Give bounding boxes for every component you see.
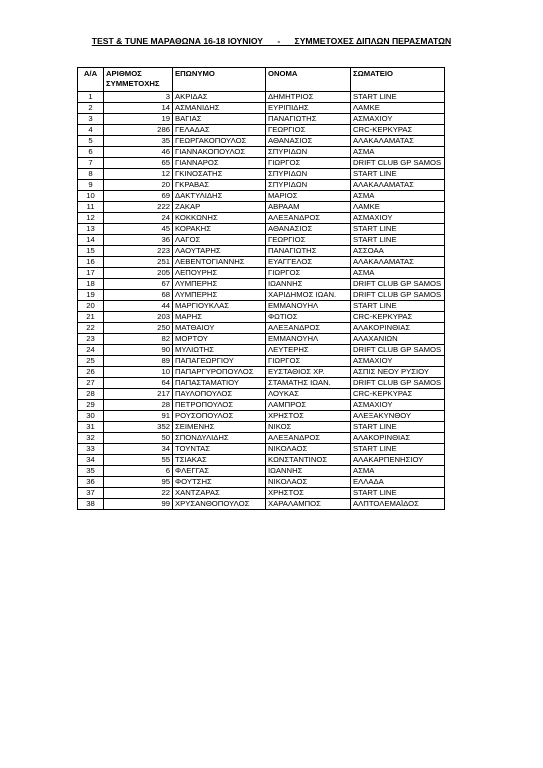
- cell-club: START LINE: [351, 301, 445, 312]
- cell-entry-number: 34: [104, 444, 173, 455]
- table-row: [78, 466, 445, 477]
- table-row: [78, 268, 445, 279]
- cell-first-name: ΧΑΡΑΛΑΜΠΟΣ: [266, 499, 351, 510]
- cell-entry-number: 286: [104, 125, 173, 136]
- cell-surname: ΛΥΜΠΕΡΗΣ: [173, 279, 266, 290]
- cell-first-name: ΛΕΥΤΕΡΗΣ: [266, 345, 351, 356]
- cell-first-name: ΔΗΜΗΤΡΙΟΣ: [266, 92, 351, 103]
- cell-club: ΑΣΜΑ: [351, 466, 445, 477]
- cell-index: 22: [78, 323, 104, 334]
- cell-club: ΛΑΜΚΕ: [351, 202, 445, 213]
- cell-first-name: ΣΠΥΡΙΔΩΝ: [266, 180, 351, 191]
- table-row: [78, 169, 445, 180]
- table-row: [78, 114, 445, 125]
- table-row: [78, 433, 445, 444]
- cell-index: 36: [78, 477, 104, 488]
- table-row: [78, 290, 445, 301]
- cell-entry-number: 64: [104, 378, 173, 389]
- cell-surname: ΤΟΥΝΤΑΣ: [173, 444, 266, 455]
- table-row: [78, 488, 445, 499]
- cell-first-name: ΧΡΗΣΤΟΣ: [266, 411, 351, 422]
- cell-surname: ΛΕΠΟΥΡΗΣ: [173, 268, 266, 279]
- cell-entry-number: 24: [104, 213, 173, 224]
- cell-surname: ΒΑΓΙΑΣ: [173, 114, 266, 125]
- cell-index: 18: [78, 279, 104, 290]
- cell-club: ΑΣΜΑΧΙΟΥ: [351, 114, 445, 125]
- cell-first-name: ΑΘΑΝΑΣΙΟΣ: [266, 224, 351, 235]
- cell-entry-number: 3: [104, 92, 173, 103]
- cell-surname: ΠΕΤΡΟΠΟΥΛΟΣ: [173, 400, 266, 411]
- cell-club: ΑΛΕΞΑΚΥΝΘΟΥ: [351, 411, 445, 422]
- cell-club: ΛΑΜΚΕ: [351, 103, 445, 114]
- cell-index: 2: [78, 103, 104, 114]
- cell-surname: ΓΙΑΝΝΑΡΟΣ: [173, 158, 266, 169]
- cell-first-name: ΝΙΚΟΛΑΟΣ: [266, 477, 351, 488]
- cell-club: START LINE: [351, 422, 445, 433]
- cell-entry-number: 68: [104, 290, 173, 301]
- table-row: [78, 213, 445, 224]
- cell-club: ΑΣΜΑΧΙΟΥ: [351, 213, 445, 224]
- cell-surname: ΜΑΡΗΣ: [173, 312, 266, 323]
- cell-surname: ΧΑΝΤΖΑΡΑΣ: [173, 488, 266, 499]
- cell-surname: ΓΙΑΝΝΑΚΟΠΟΥΛΟΣ: [173, 147, 266, 158]
- cell-index: 5: [78, 136, 104, 147]
- cell-first-name: ΕΥΡΙΠΙΔΗΣ: [266, 103, 351, 114]
- cell-entry-number: 203: [104, 312, 173, 323]
- cell-surname: ΓΕΩΡΓΑΚΟΠΟΥΛΟΣ: [173, 136, 266, 147]
- table-row: [78, 202, 445, 213]
- cell-index: 3: [78, 114, 104, 125]
- header-surname: ΕΠΩΝΥΜΟ: [173, 68, 266, 92]
- cell-surname: ΚΟΚΚΩΝΗΣ: [173, 213, 266, 224]
- cell-index: 30: [78, 411, 104, 422]
- table-row: [78, 279, 445, 290]
- cell-entry-number: 46: [104, 147, 173, 158]
- cell-surname: ΜΟΡΤΟΥ: [173, 334, 266, 345]
- cell-index: 10: [78, 191, 104, 202]
- table-row: [78, 422, 445, 433]
- cell-entry-number: 91: [104, 411, 173, 422]
- cell-club: ΑΣΜΑΧΙΟΥ: [351, 400, 445, 411]
- cell-surname: ΜΑΤΘΑΙΟΥ: [173, 323, 266, 334]
- table-row: [78, 301, 445, 312]
- cell-first-name: ΑΒΡΑΑΜ: [266, 202, 351, 213]
- cell-surname: ΛΑΟΥΤΑΡΗΣ: [173, 246, 266, 257]
- cell-index: 34: [78, 455, 104, 466]
- cell-surname: ΓΚΡΑΒΑΣ: [173, 180, 266, 191]
- cell-first-name: ΧΑΡΙΔΗΜΟΣ ΙΩΑΝ.: [266, 290, 351, 301]
- table-row: [78, 400, 445, 411]
- cell-club: DRIFT CLUB GP SAMOS: [351, 158, 445, 169]
- cell-first-name: ΣΤΑΜΑΤΗΣ ΙΩΑΝ.: [266, 378, 351, 389]
- header-club: ΣΩΜΑΤΕΙΟ: [351, 68, 445, 92]
- table-row: [78, 136, 445, 147]
- cell-first-name: ΝΙΚΟΣ: [266, 422, 351, 433]
- cell-surname: ΠΑΠΑΡΓΥΡΟΠΟΥΛΟΣ: [173, 367, 266, 378]
- cell-club: START LINE: [351, 488, 445, 499]
- cell-first-name: ΛΑΜΠΡΟΣ: [266, 400, 351, 411]
- table-row: [78, 356, 445, 367]
- cell-index: 37: [78, 488, 104, 499]
- cell-entry-number: 217: [104, 389, 173, 400]
- cell-club: START LINE: [351, 444, 445, 455]
- cell-first-name: ΚΩΝΣΤΑΝΤΙΝΟΣ: [266, 455, 351, 466]
- cell-club: START LINE: [351, 224, 445, 235]
- cell-index: 11: [78, 202, 104, 213]
- cell-index: 21: [78, 312, 104, 323]
- table-row: [78, 312, 445, 323]
- table-row: [78, 147, 445, 158]
- cell-first-name: ΜΑΡΙΟΣ: [266, 191, 351, 202]
- cell-index: 16: [78, 257, 104, 268]
- cell-index: 6: [78, 147, 104, 158]
- table-body: [78, 92, 445, 510]
- cell-surname: ΠΑΥΛΟΠΟΥΛΟΣ: [173, 389, 266, 400]
- cell-index: 29: [78, 400, 104, 411]
- cell-surname: ΠΑΠΑΣΤΑΜΑΤΙΟΥ: [173, 378, 266, 389]
- table-row: [78, 334, 445, 345]
- cell-entry-number: 55: [104, 455, 173, 466]
- cell-surname: ΛΕΒΕΝΤΟΓΙΑΝΝΗΣ: [173, 257, 266, 268]
- cell-first-name: ΑΛΕΞΑΝΔΡΟΣ: [266, 213, 351, 224]
- cell-index: 1: [78, 92, 104, 103]
- cell-surname: ΤΣΙΑΚΑΣ: [173, 455, 266, 466]
- cell-surname: ΜΑΡΓΙΟΥΚΛΑΣ: [173, 301, 266, 312]
- cell-entry-number: 6: [104, 466, 173, 477]
- cell-club: DRIFT CLUB GP SAMOS: [351, 378, 445, 389]
- cell-index: 4: [78, 125, 104, 136]
- cell-entry-number: 20: [104, 180, 173, 191]
- cell-entry-number: 223: [104, 246, 173, 257]
- cell-entry-number: 12: [104, 169, 173, 180]
- cell-entry-number: 19: [104, 114, 173, 125]
- cell-index: 12: [78, 213, 104, 224]
- cell-surname: ΧΡΥΣΑΝΘΟΠΟΥΛΟΣ: [173, 499, 266, 510]
- cell-surname: ΖΑΚΑΡ: [173, 202, 266, 213]
- cell-entry-number: 50: [104, 433, 173, 444]
- cell-entry-number: 95: [104, 477, 173, 488]
- cell-first-name: ΦΩΤΙΟΣ: [266, 312, 351, 323]
- cell-first-name: ΙΩΑΝΝΗΣ: [266, 466, 351, 477]
- cell-surname: ΣΕΙΜΕΝΗΣ: [173, 422, 266, 433]
- cell-index: 15: [78, 246, 104, 257]
- cell-club: ΑΣΠΙΣ ΝΕΟΥ ΡΥΣΙΟΥ: [351, 367, 445, 378]
- cell-entry-number: 28: [104, 400, 173, 411]
- cell-first-name: ΓΕΩΡΓΙΟΣ: [266, 235, 351, 246]
- table-row: [78, 455, 445, 466]
- cell-index: 19: [78, 290, 104, 301]
- cell-index: 38: [78, 499, 104, 510]
- table-row: [78, 180, 445, 191]
- cell-index: 33: [78, 444, 104, 455]
- table-row: [78, 499, 445, 510]
- cell-index: 35: [78, 466, 104, 477]
- cell-index: 31: [78, 422, 104, 433]
- cell-index: 32: [78, 433, 104, 444]
- cell-first-name: ΕΜΜΑΝΟΥΗΛ: [266, 334, 351, 345]
- table-row: [78, 345, 445, 356]
- cell-club: ΑΛΠΤΟΛΕΜΑΪΔΟΣ: [351, 499, 445, 510]
- cell-index: 28: [78, 389, 104, 400]
- cell-first-name: ΕΜΜΑΝΟΥΗΛ: [266, 301, 351, 312]
- cell-club: ΑΛΑΚΑΛΑΜΑΤΑΣ: [351, 136, 445, 147]
- cell-surname: ΠΑΠΑΓΕΩΡΓΙΟΥ: [173, 356, 266, 367]
- header-entry-number: ΑΡΙΘΜΟΣ ΣΥΜΜΕΤΟΧΗΣ: [104, 68, 173, 92]
- cell-index: 14: [78, 235, 104, 246]
- table-row: [78, 191, 445, 202]
- table-row: [78, 103, 445, 114]
- cell-surname: ΓΕΛΑΔΑΣ: [173, 125, 266, 136]
- cell-entry-number: 250: [104, 323, 173, 334]
- cell-club: ΑΣΜΑ: [351, 147, 445, 158]
- cell-club: DRIFT CLUB GP SAMOS: [351, 290, 445, 301]
- table-row: [78, 367, 445, 378]
- cell-surname: ΑΚΡΙΔΑΣ: [173, 92, 266, 103]
- table-row: [78, 323, 445, 334]
- cell-club: ΑΣΜΑ: [351, 191, 445, 202]
- table-row: [78, 235, 445, 246]
- cell-first-name: ΕΥΑΓΓΕΛΟΣ: [266, 257, 351, 268]
- cell-first-name: ΑΘΑΝΑΣΙΟΣ: [266, 136, 351, 147]
- cell-surname: ΣΠΟΝΔΥΛΙΔΗΣ: [173, 433, 266, 444]
- cell-entry-number: 352: [104, 422, 173, 433]
- cell-club: ΑΣΜΑΧΙΟΥ: [351, 356, 445, 367]
- cell-first-name: ΛΟΥΚΑΣ: [266, 389, 351, 400]
- cell-index: 7: [78, 158, 104, 169]
- header-index: Α/Α: [78, 68, 104, 92]
- cell-first-name: ΧΡΗΣΤΟΣ: [266, 488, 351, 499]
- table-row: [78, 477, 445, 488]
- cell-entry-number: 10: [104, 367, 173, 378]
- table-row: [78, 125, 445, 136]
- table-row: [78, 92, 445, 103]
- cell-first-name: ΓΙΩΡΓΟΣ: [266, 158, 351, 169]
- cell-surname: ΛΥΜΠΕΡΗΣ: [173, 290, 266, 301]
- cell-first-name: ΑΛΕΞΑΝΔΡΟΣ: [266, 433, 351, 444]
- table-row: [78, 257, 445, 268]
- cell-entry-number: 89: [104, 356, 173, 367]
- cell-club: ΑΛΑΧΑΝΙΩΝ: [351, 334, 445, 345]
- cell-entry-number: 44: [104, 301, 173, 312]
- cell-entry-number: 99: [104, 499, 173, 510]
- cell-entry-number: 45: [104, 224, 173, 235]
- document-title: TEST & TUNE ΜΑΡΑΘΩΝΑ 16-18 ΙΟΥΝΙΟΥ - ΣΥΜΜΕΤΟΧΕΣ ΔΙΠΛΩΝ ΠΕΡΑΣΜΑΤΩΝ: [91, 36, 452, 46]
- cell-entry-number: 36: [104, 235, 173, 246]
- cell-surname: ΑΣΜΑΝΙΔΗΣ: [173, 103, 266, 114]
- cell-entry-number: 90: [104, 345, 173, 356]
- cell-club: ΑΛΑΚΑΛΑΜΑΤΑΣ: [351, 257, 445, 268]
- table-row: [78, 389, 445, 400]
- cell-first-name: ΠΑΝΑΓΙΩΤΗΣ: [266, 114, 351, 125]
- cell-entry-number: 65: [104, 158, 173, 169]
- cell-surname: ΓΚΙΝΟΣΑΤΗΣ: [173, 169, 266, 180]
- table-row: [78, 444, 445, 455]
- cell-index: 17: [78, 268, 104, 279]
- cell-club: ΑΣΣΟΑΑ: [351, 246, 445, 257]
- cell-index: 23: [78, 334, 104, 345]
- cell-surname: ΦΛΕΓΓΑΣ: [173, 466, 266, 477]
- cell-index: 25: [78, 356, 104, 367]
- cell-first-name: ΙΩΑΝΝΗΣ: [266, 279, 351, 290]
- cell-club: ΑΛΑΚΟΡΙΝΘΙΑΣ: [351, 323, 445, 334]
- cell-club: CRC-ΚΕΡΚΥΡΑΣ: [351, 125, 445, 136]
- table-header-row: [78, 68, 445, 92]
- cell-first-name: ΣΠΥΡΙΔΩΝ: [266, 147, 351, 158]
- cell-entry-number: 222: [104, 202, 173, 213]
- cell-index: 8: [78, 169, 104, 180]
- cell-entry-number: 82: [104, 334, 173, 345]
- cell-entry-number: 67: [104, 279, 173, 290]
- table-row: [78, 378, 445, 389]
- cell-first-name: ΓΙΩΡΓΟΣ: [266, 356, 351, 367]
- cell-surname: ΛΑΓΟΣ: [173, 235, 266, 246]
- cell-entry-number: 22: [104, 488, 173, 499]
- participants-table: [77, 67, 445, 510]
- cell-surname: ΦΟΥΤΣΗΣ: [173, 477, 266, 488]
- cell-index: 26: [78, 367, 104, 378]
- cell-club: CRC-ΚΕΡΚΥΡΑΣ: [351, 312, 445, 323]
- table-row: [78, 246, 445, 257]
- cell-index: 20: [78, 301, 104, 312]
- table-row: [78, 411, 445, 422]
- cell-first-name: ΣΠΥΡΙΔΩΝ: [266, 169, 351, 180]
- cell-surname: ΜΥΛΙΩΤΗΣ: [173, 345, 266, 356]
- cell-club: ΑΛΑΚΟΡΙΝΘΙΑΣ: [351, 433, 445, 444]
- cell-entry-number: 35: [104, 136, 173, 147]
- cell-club: CRC-ΚΕΡΚΥΡΑΣ: [351, 389, 445, 400]
- cell-club: DRIFT CLUB GP SAMOS: [351, 279, 445, 290]
- cell-entry-number: 14: [104, 103, 173, 114]
- cell-surname: ΔΑΚΤΥΛΙΔΗΣ: [173, 191, 266, 202]
- cell-club: START LINE: [351, 235, 445, 246]
- table-row: [78, 224, 445, 235]
- cell-index: 24: [78, 345, 104, 356]
- cell-first-name: ΓΙΩΡΓΟΣ: [266, 268, 351, 279]
- cell-first-name: ΓΕΩΡΓΙΟΣ: [266, 125, 351, 136]
- cell-index: 9: [78, 180, 104, 191]
- cell-club: START LINE: [351, 169, 445, 180]
- cell-entry-number: 205: [104, 268, 173, 279]
- header-first-name: ΟΝΟΜΑ: [266, 68, 351, 92]
- table-row: [78, 158, 445, 169]
- cell-club: ΕΛΛΑΔΑ: [351, 477, 445, 488]
- cell-surname: ΚΟΡΑΚΗΣ: [173, 224, 266, 235]
- cell-index: 27: [78, 378, 104, 389]
- cell-club: DRIFT CLUB GP SAMOS: [351, 345, 445, 356]
- cell-entry-number: 69: [104, 191, 173, 202]
- cell-surname: ΡΟΥΣΟΠΟΥΛΟΣ: [173, 411, 266, 422]
- cell-club: ΑΛΑΚΑΛΑΜΑΤΑΣ: [351, 180, 445, 191]
- cell-club: ΑΣΜΑ: [351, 268, 445, 279]
- cell-club: START LINE: [351, 92, 445, 103]
- cell-first-name: ΠΑΝΑΓΙΩΤΗΣ: [266, 246, 351, 257]
- cell-club: ΑΛΑΚΑΡΠΕΝΗΣΙΟΥ: [351, 455, 445, 466]
- cell-entry-number: 251: [104, 257, 173, 268]
- cell-first-name: ΕΥΣΤΑΘΙΟΣ ΧΡ.: [266, 367, 351, 378]
- cell-first-name: ΑΛΕΞΑΝΔΡΟΣ: [266, 323, 351, 334]
- cell-index: 13: [78, 224, 104, 235]
- cell-first-name: ΝΙΚΟΛΑΟΣ: [266, 444, 351, 455]
